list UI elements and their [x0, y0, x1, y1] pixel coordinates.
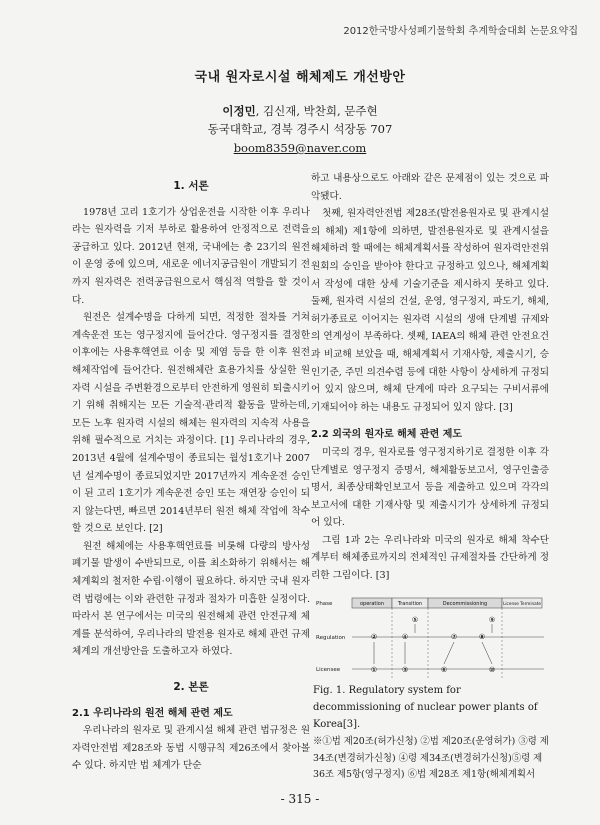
regulation-mark: ② [370, 633, 378, 641]
caption-text: Regulatory system for decommissioning of nuclear power plants of Korea[3]. [313, 685, 538, 730]
page-number: - 315 - [280, 792, 320, 806]
caption-label: Fig. 1. [313, 685, 346, 696]
intro-paragraph-3: 원전 해체에는 사용후핵연료를 비롯해 다량의 방사성폐기물 발생이 수반되므로, 이를 최소화하기 위해서는 해체계획의 철저한 수립·이행이 필요하다. 하지만 국내 원자력 법령에는 이와 관련한 규정과 절차가 미흡한 실정이다. 따라서 본 연구에서는 미국의 원전해체 관련 안전규제 체계를 분석하여, 우리나라의 발전용 원자로 해체 관련 규제체계의 개선방안을 도출하고자 하였다. [72, 540, 310, 658]
row-label-regulation: Regulation [316, 635, 346, 641]
row-label-phase: Phase [316, 601, 333, 607]
problems-paragraph: 첫째, 원자력안전법 제28조(발전용원자로 및 관계시설의 해체) 제1항에 의하면, 발전용원자로 및 관계시설을 해체하려 할 때에는 해체계획서를 작성하여 원자력안전위원회의 승인을 받아야 한다고 규정하고 있으나, 해체계획서 작성에 대한 상세 기술기준을 제시하지 못하고 있다. 둘째, 원자력 시설의 건설, 운영, 영구정지, 파도기, 해체, 허가종료로 이어지는 원자력 시설의 생애 단계별 규제와의 연계성이 부족하다. 셋째, IAEA의 해체 관련 안전요건과 비교해 보았을 때, 해체계획서 기재사항, 제출시기, 승인기준, 주민 의견수렴 등에 대한 사항이 상세하게 규정되어 있지 않으며, 해체 단계에 따라 요구되는 구비서류에 기재되어야 하는 내용도 규정되어 있지 않다. [3] [311, 208, 549, 413]
subsection-2-1-paragraph: 우리나라의 원자로 및 관계시설 해체 관련 법규정은 원자력안전법 제28조와 동법 시행규칙 제26조에서 찾아볼 수 있다. 하지만 법 체계가 단순 [72, 725, 310, 772]
licensee-mark: ① [370, 666, 378, 674]
paper-title: 국내 원자로시설 해체제도 개선방안 [194, 70, 406, 85]
phase-decommissioning-label: Decommissioning [442, 601, 488, 607]
intro-paragraph-2: 원전은 설계수명을 다하게 되면, 적정한 절차를 거쳐 계속운전 또는 영구정지에 들어간다. 영구정지를 결정한 이후에는 사용후핵연료 이송 및 제염 등을 한 이후 원전 해체작업에 들어간다. 원전해체란 효용가치를 상실한 원자력 시설을 주변환경으로부터 안전하게 영원히 퇴출시키기 위해 취해지는 모든 기술적·관리적 활동을 말하는데, 모든 노후 원자력 시설의 해체는 원자력의 지속적 사용을 위해 필수적으로 거치는 과정이다. [1] 우리나라의 경우, 2013년 4월에 설계수명이 종료되는 월성1호기나 2007년 설계수명이 종료되었지만 2017년까지 계속운전 승인이 된 고리 1호기가 계속운전 승인 또는 재연장 승인이 되지 않는다면, 빠르면 2014년부터 원전 해체 작업에 착수할 것으로 보인다. [2] [72, 312, 310, 535]
lead-author: 이정민 [222, 104, 256, 118]
licensee-mark: ⑩ [488, 666, 496, 674]
right-column [311, 170, 549, 585]
section-1-heading: 1. 서론 [173, 180, 209, 192]
row-label-licensee: Licensee [316, 667, 341, 673]
figure-1-diagram [314, 592, 550, 682]
licensee-mark: ③ [401, 666, 409, 674]
continued-paragraph: 하고 내용상으로도 아래와 같은 문제점이 있는 것으로 파악됐다. [311, 173, 549, 202]
left-column [72, 178, 310, 775]
regulation-mark: ⑨ [488, 616, 496, 624]
phase-license-terminate-label: License Terminate [503, 601, 541, 606]
subsection-2-2-heading: 2.2 외국의 원자로 해체 관련 제도 [311, 429, 463, 441]
connector-arrow [482, 642, 492, 664]
email-link[interactable]: boom8359@naver.com [233, 141, 367, 155]
phase-operation-label: operation [359, 601, 385, 607]
regulation-mark: ⑤ [411, 616, 419, 624]
intro-paragraph-1: 1978년 고리 1호기가 상업운전을 시작한 이후 우리나라는 원자력을 기저 부하로 활용하여 안정적으로 전력을 공급하고 있다. 2012년 현재, 국내에는 총 23기의 원전이 운영 중에 있으며, 새로운 에너지공급원이 개발되기 전까지 원자력은 전력공급원으로서 핵심적 역할을 할 것이다. [72, 206, 310, 306]
regulation-mark: ⑧ [478, 633, 486, 641]
subsection-2-1-heading: 2.1 우리나라의 원전 해체 관련 제도 [72, 707, 233, 719]
regulation-mark: ⑦ [450, 633, 458, 641]
phase-transition-label: Transition [397, 601, 423, 607]
figure-1-caption [313, 682, 551, 733]
author-email[interactable] [0, 141, 600, 155]
co-authors: , 김신재, 박찬희, 문주현 [255, 104, 378, 118]
regulation-mark: ④ [401, 633, 409, 641]
affiliation: 동국대학교, 경북 경주시 석장동 707 [207, 122, 393, 136]
figure-notes: ※①법 제20조(허가신청) ②법 제20조(운영허가) ③령 제34조(변경허가신청) ④령 제34조(변경허가신청)⑤령 제36조 제5항(영구정지) ⑥법 제28조 제1항(해체계획서 [313, 736, 549, 780]
section-2-heading: 2. 본론 [173, 681, 209, 694]
connector-arrow [444, 642, 454, 664]
foreign-paragraph-2: 그림 1과 2는 우리나라와 미국의 원자로 해체 착수단계부터 해체종료까지의 전체적인 규제절차를 간단하게 정리한 그림이다. [3] [311, 534, 549, 582]
proceedings-header: 2012한국방사성폐기물학회 추계학술대회 논문요약집 [343, 26, 578, 37]
author-list [0, 103, 600, 119]
licensee-mark: ⑥ [440, 666, 448, 674]
foreign-paragraph-1: 미국의 경우, 원자로를 영구정지하기로 결정한 이후 각 단계별로 영구정지 증명서, 해체활동보고서, 영구인출증명서, 최종상태확인보고서 등을 제출하고 있으며 각각의 보고서에 대한 기재사항 및 제출시기가 상세하게 규정되어 있다. [311, 446, 549, 529]
